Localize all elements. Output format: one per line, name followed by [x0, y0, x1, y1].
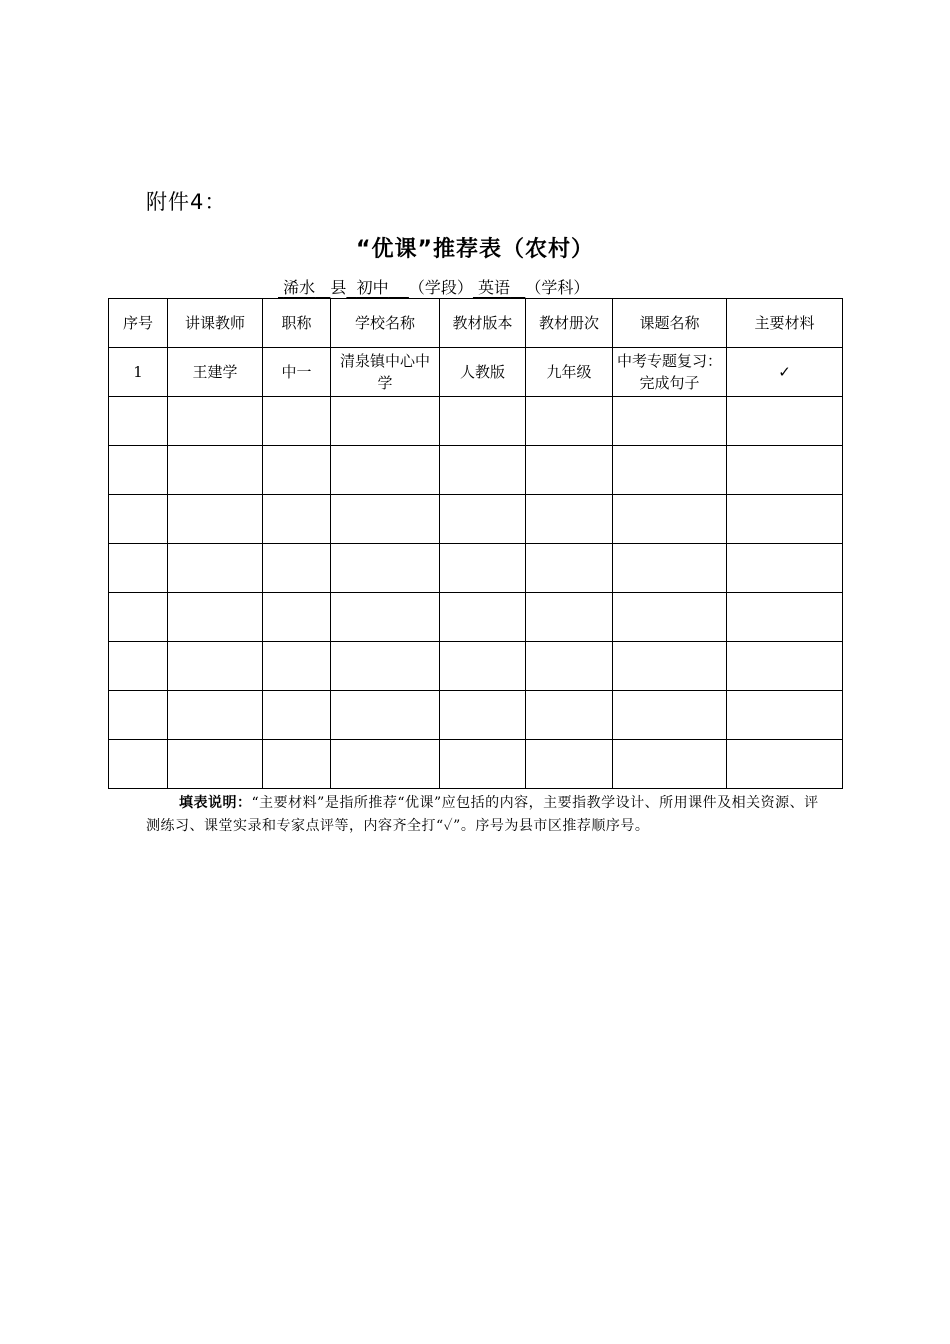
- cell-volume: [526, 740, 613, 789]
- cell-teacher: [168, 495, 263, 544]
- cell-school: [331, 446, 440, 495]
- cell-topic: [613, 691, 727, 740]
- cell-edition: [440, 544, 526, 593]
- header-school: 学校名称: [331, 299, 440, 348]
- cell-title: [263, 642, 331, 691]
- cell-volume: [526, 544, 613, 593]
- cell-volume: [526, 397, 613, 446]
- table-row: [109, 495, 843, 544]
- stage-field: [346, 278, 409, 297]
- header-topic: 课题名称: [613, 299, 727, 348]
- cell-materials: [727, 593, 843, 642]
- table-row: [109, 544, 843, 593]
- cell-index: [109, 740, 168, 789]
- table-row: [109, 593, 843, 642]
- cell-volume: 九年级: [526, 348, 613, 397]
- table-body: [109, 299, 843, 789]
- cell-volume: [526, 593, 613, 642]
- subject-suffix: （学科）: [525, 278, 590, 297]
- cell-teacher: 王建学: [168, 348, 263, 397]
- header-edition: 教材版本: [440, 299, 526, 348]
- attachment-label: 附件4：: [146, 190, 227, 214]
- cell-volume: [526, 642, 613, 691]
- cell-materials: [727, 495, 843, 544]
- fill-instructions: [146, 792, 826, 838]
- cell-materials: [727, 740, 843, 789]
- cell-index: [109, 495, 168, 544]
- header-volume: 教材册次: [526, 299, 613, 348]
- cell-teacher: [168, 446, 263, 495]
- table-row: [109, 740, 843, 789]
- cell-materials: [727, 691, 843, 740]
- subject-field: [473, 278, 525, 297]
- cell-title: [263, 397, 331, 446]
- cell-school: [331, 397, 440, 446]
- cell-index: [109, 593, 168, 642]
- cell-topic: [613, 740, 727, 789]
- cell-teacher: [168, 397, 263, 446]
- fill-instructions-label: 填表说明：: [179, 795, 252, 811]
- cell-index: 1: [109, 348, 168, 397]
- fill-instructions-text: “主要材料”是指所推荐“优课”应包括的内容，主要指教学设计、所用课件及相关资源、评测练习、课堂实录和专家点评等，内容齐全打“✓”。序号为县市区推荐顺序号。: [146, 795, 819, 834]
- cell-edition: [440, 691, 526, 740]
- subject-value: 英语: [478, 278, 511, 297]
- header-teacher: 讲课教师: [168, 299, 263, 348]
- cell-materials: ✓: [727, 348, 843, 397]
- cell-school: [331, 642, 440, 691]
- cell-teacher: [168, 544, 263, 593]
- header-materials: 主要材料: [727, 299, 843, 348]
- cell-topic: [613, 642, 727, 691]
- cell-title: [263, 740, 331, 789]
- stage-value: 初中: [356, 278, 389, 297]
- cell-topic: [613, 544, 727, 593]
- cell-teacher: [168, 642, 263, 691]
- cell-volume: [526, 495, 613, 544]
- table-row: [109, 446, 843, 495]
- cell-school: [331, 495, 440, 544]
- table-row: [109, 397, 843, 446]
- cell-title: [263, 446, 331, 495]
- cell-school: [331, 740, 440, 789]
- cell-edition: [440, 397, 526, 446]
- cell-materials: [727, 397, 843, 446]
- cell-school: [331, 544, 440, 593]
- recommendation-table: [108, 298, 843, 789]
- county-field: [278, 278, 330, 297]
- cell-teacher: [168, 593, 263, 642]
- cell-topic: [613, 593, 727, 642]
- cell-teacher: [168, 740, 263, 789]
- table-row: [109, 642, 843, 691]
- cell-teacher: [168, 691, 263, 740]
- cell-edition: [440, 642, 526, 691]
- cell-edition: 人教版: [440, 348, 526, 397]
- cell-materials: [727, 446, 843, 495]
- cell-volume: [526, 446, 613, 495]
- cell-volume: [526, 691, 613, 740]
- header-index: 序号: [109, 299, 168, 348]
- cell-title: [263, 544, 331, 593]
- cell-index: [109, 446, 168, 495]
- county-value: 浠水: [283, 278, 316, 297]
- cell-edition: [440, 593, 526, 642]
- cell-title: 中一: [263, 348, 331, 397]
- form-subheader: [278, 275, 589, 298]
- cell-index: [109, 544, 168, 593]
- cell-title: [263, 593, 331, 642]
- county-suffix: 县: [330, 278, 347, 297]
- cell-index: [109, 691, 168, 740]
- cell-materials: [727, 642, 843, 691]
- cell-index: [109, 397, 168, 446]
- cell-index: [109, 642, 168, 691]
- stage-suffix: （学段）: [408, 278, 473, 297]
- cell-topic: [613, 446, 727, 495]
- cell-materials: [727, 544, 843, 593]
- cell-edition: [440, 446, 526, 495]
- table-row: [109, 691, 843, 740]
- cell-topic: [613, 397, 727, 446]
- table-header-row: [109, 299, 843, 348]
- cell-school: [331, 691, 440, 740]
- table-row: [109, 348, 843, 397]
- cell-school: [331, 593, 440, 642]
- cell-topic: 中考专题复习：完成句子: [613, 348, 727, 397]
- cell-topic: [613, 495, 727, 544]
- cell-title: [263, 495, 331, 544]
- header-title: 职称: [263, 299, 331, 348]
- page-title: “优课”推荐表（农村）: [356, 237, 594, 262]
- cell-title: [263, 691, 331, 740]
- cell-edition: [440, 495, 526, 544]
- cell-school: 清泉镇中心中学: [331, 348, 440, 397]
- cell-edition: [440, 740, 526, 789]
